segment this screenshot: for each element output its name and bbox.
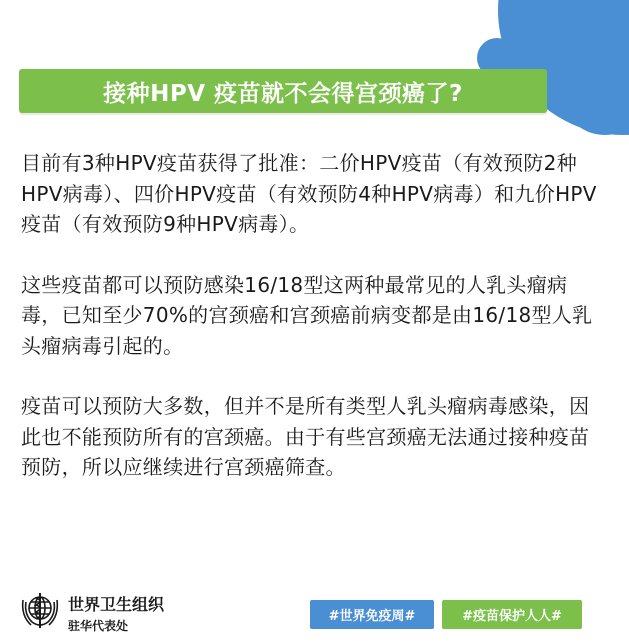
org-name: 世界卫生组织 [68, 595, 165, 614]
page-title: 接种HPV 疫苗就不会得宫颈癌了? [103, 80, 463, 107]
title-banner [19, 69, 547, 113]
article-body [21, 148, 601, 513]
paragraph-vaccine-types: 目前有3种HPV疫苗获得了批准：二价HPV疫苗（有效预防2种HPV病毒）、四价HPV疫苗（有效预防4种HPV病毒）和九价HPV疫苗（有效预防9种HPV病毒）。 [21, 151, 597, 236]
hashtag-immunization-week: #世界免疫周# [310, 600, 434, 629]
paragraph-screening: 疫苗可以预防大多数，但并不是所有类型人乳头瘤病毒感染，因此也不能预防所有的宫颈癌。由于有些宫颈癌无法通过接种疫苗预防，所以应继续进行宫颈癌筛查。 [21, 394, 590, 479]
hashtag-vaccines-protect: #疫苗保护人人# [442, 600, 582, 629]
org-subtitle: 驻华代表处 [68, 619, 129, 633]
paragraph-hpv-16-18: 这些疫苗都可以预防感染16/18型这两种最常见的人乳头瘤病毒，已知至少70%的宫颈癌和宫颈癌前病变都是由16/18型人乳头瘤病毒引起的。 [21, 272, 593, 358]
who-emblem-icon [18, 588, 62, 632]
